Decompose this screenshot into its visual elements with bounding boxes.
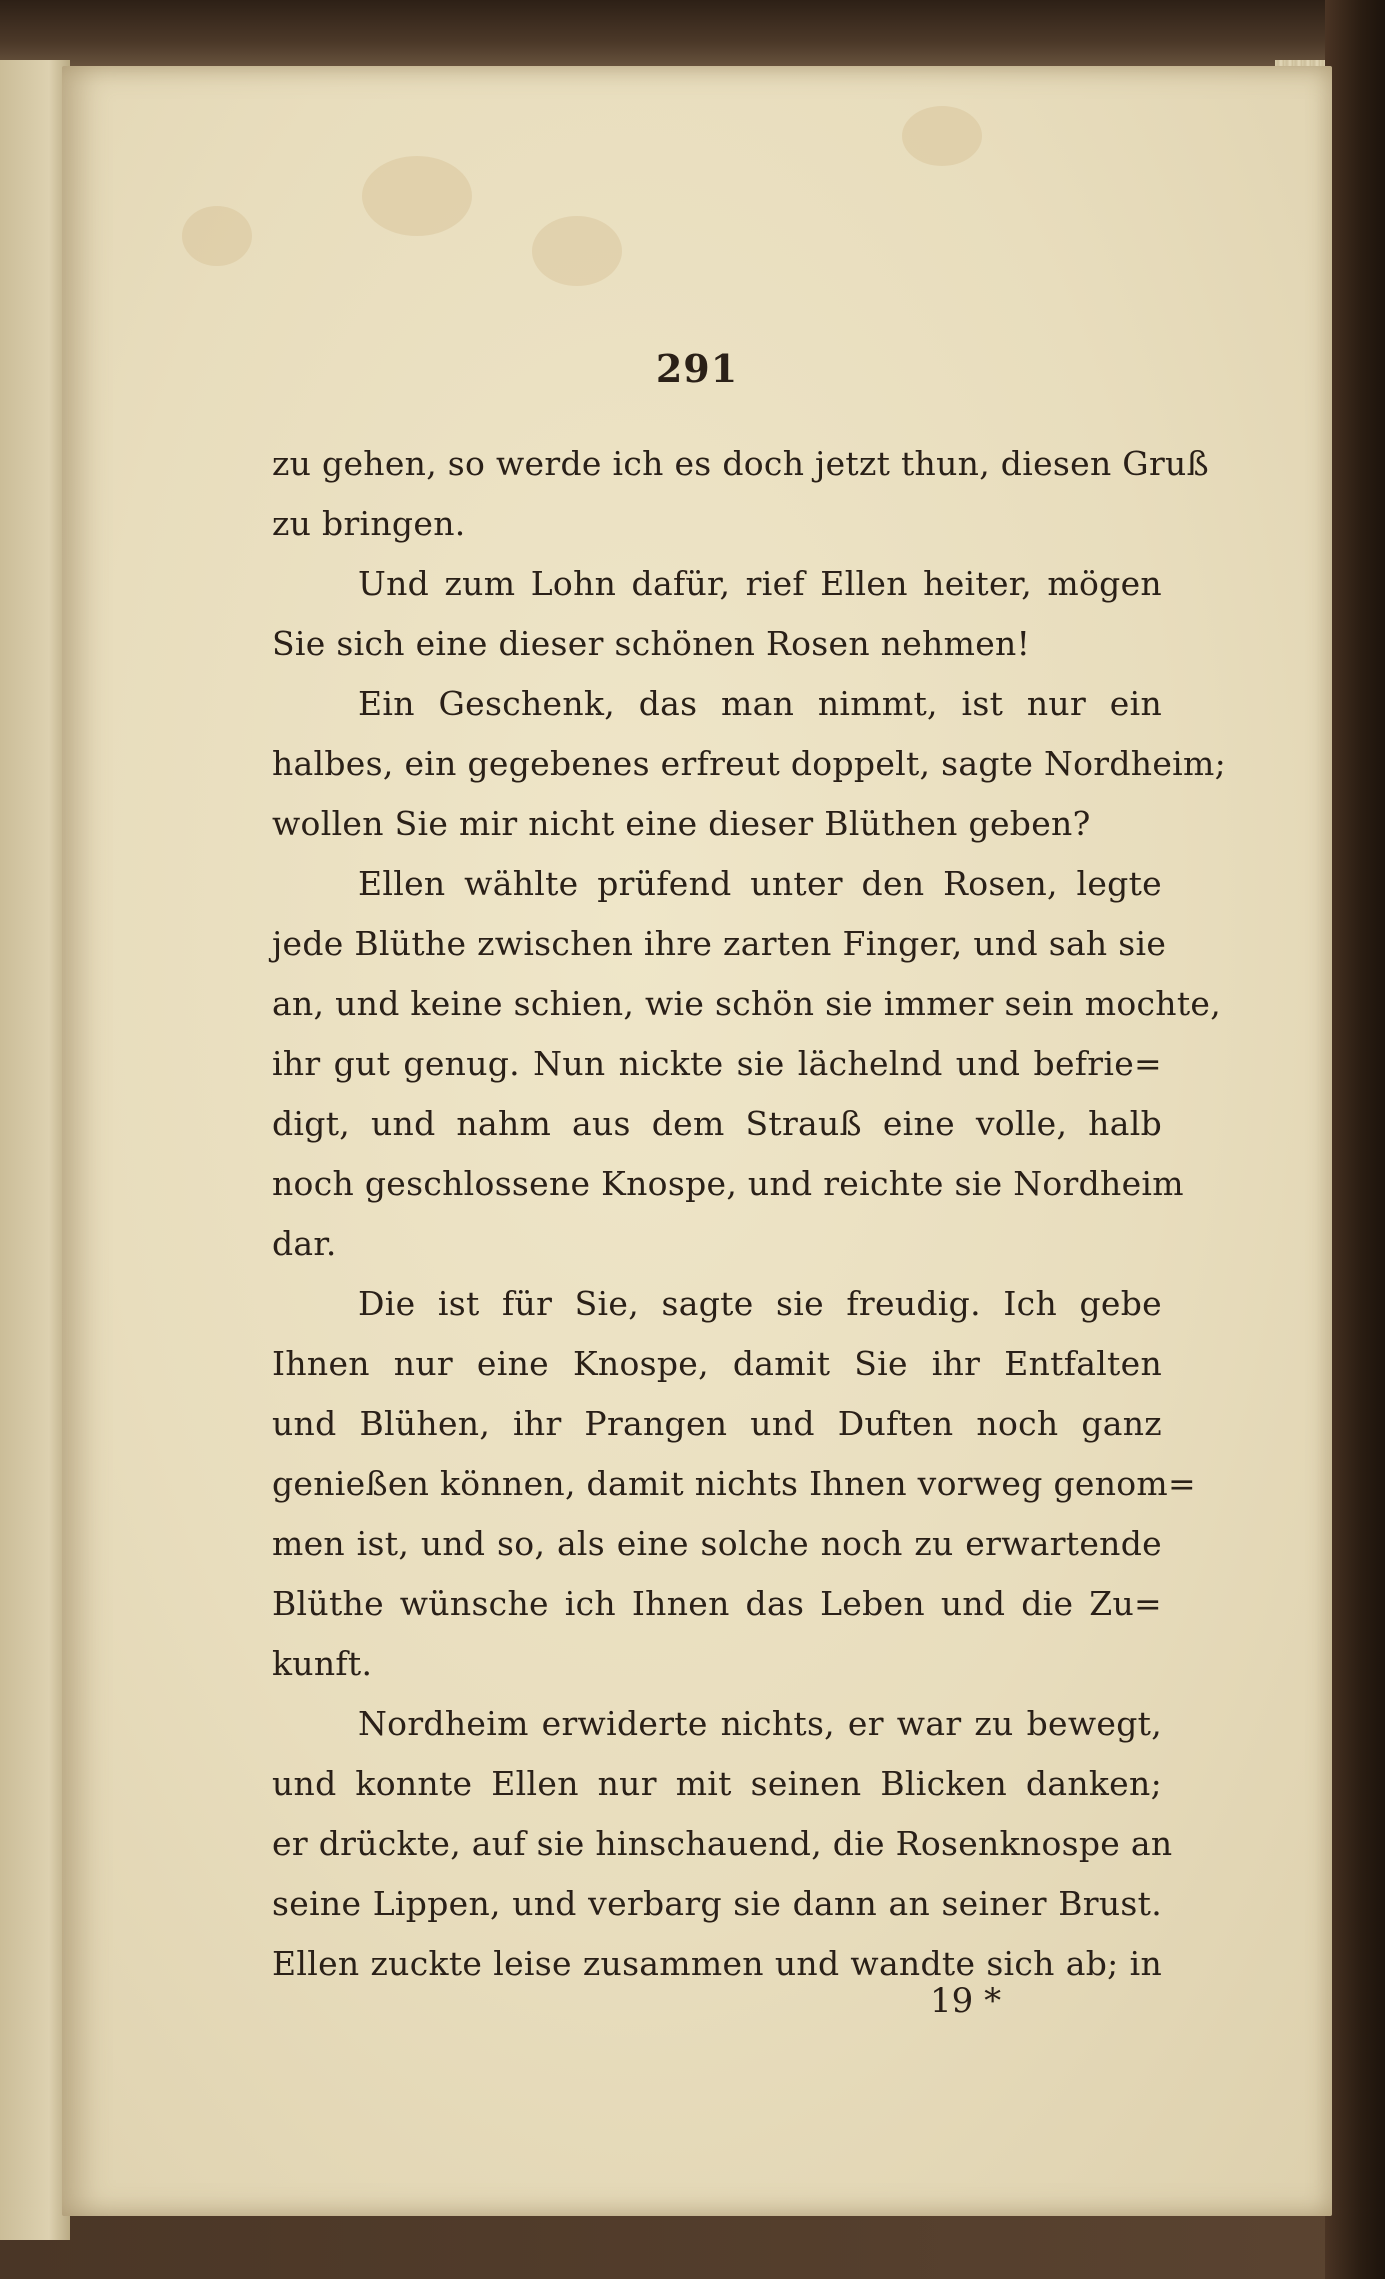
text-line: Die ist für Sie, sagte sie freudig. Ich gebe	[358, 1284, 1162, 1323]
book-page	[62, 66, 1332, 2216]
book-cover-right-edge	[1325, 0, 1385, 2279]
foxing-stain	[532, 216, 622, 286]
text-line: Und zum Lohn dafür, rief Ellen heiter, mögen	[358, 564, 1162, 603]
text-line: er drückte, auf sie hinschauend, die Rosenknospe an	[272, 1824, 1173, 1863]
signature-mark: 19 *	[930, 1981, 1002, 2021]
text-line: jede Blüthe zwischen ihre zarten Finger, und sah sie	[272, 924, 1167, 963]
text-line: zu gehen, so werde ich es doch jetzt thun, diesen Gruß	[272, 444, 1209, 483]
text-line: seine Lippen, und verbarg sie dann an seiner Brust.	[272, 1884, 1162, 1923]
book-cover-top-edge	[0, 0, 1385, 70]
text-line: wollen Sie mir nicht eine dieser Blüthen geben?	[272, 804, 1091, 843]
text-line: kunft.	[272, 1644, 373, 1683]
text-line: digt, und nahm aus dem Strauß eine volle, halb	[272, 1104, 1162, 1143]
text-line: und konnte Ellen nur mit seinen Blicken danken;	[272, 1764, 1162, 1803]
text-line: men ist, und so, als eine solche noch zu erwartende	[272, 1524, 1162, 1563]
text-line: Ihnen nur eine Knospe, damit Sie ihr Entfalten	[272, 1344, 1162, 1383]
foxing-stain	[182, 206, 252, 266]
foxing-stain	[902, 106, 982, 166]
foxing-stain	[362, 156, 472, 236]
text-line: Ellen zuckte leise zusammen und wandte sich ab; in	[272, 1944, 1162, 1983]
text-line: zu bringen.	[272, 504, 466, 543]
text-line: Blüthe wünsche ich Ihnen das Leben und die Zu=	[272, 1584, 1162, 1623]
text-line: ihr gut genug. Nun nickte sie lächelnd und befrie=	[272, 1044, 1162, 1083]
text-line: Ein Geschenk, das man nimmt, ist nur ein	[358, 684, 1162, 723]
text-line: an, und keine schien, wie schön sie immer sein mochte,	[272, 984, 1222, 1023]
text-line: Sie sich eine dieser schönen Rosen nehmen!	[272, 624, 1031, 663]
text-line: Nordheim erwiderte nichts, er war zu bewegt,	[358, 1704, 1162, 1743]
text-line: dar.	[272, 1224, 337, 1263]
facing-page-edge	[0, 60, 70, 2240]
page-number: 291	[655, 346, 739, 391]
body-text	[272, 434, 1227, 1994]
text-line: noch geschlossene Knospe, und reichte sie Nordheim	[272, 1164, 1184, 1203]
text-line: und Blühen, ihr Prangen und Duften noch ganz	[272, 1404, 1162, 1443]
text-line: Ellen wählte prüfend unter den Rosen, legte	[358, 864, 1162, 903]
text-line: genießen können, damit nichts Ihnen vorweg genom=	[272, 1464, 1196, 1503]
text-line: halbes, ein gegebenes erfreut doppelt, sagte Nordheim;	[272, 744, 1227, 783]
